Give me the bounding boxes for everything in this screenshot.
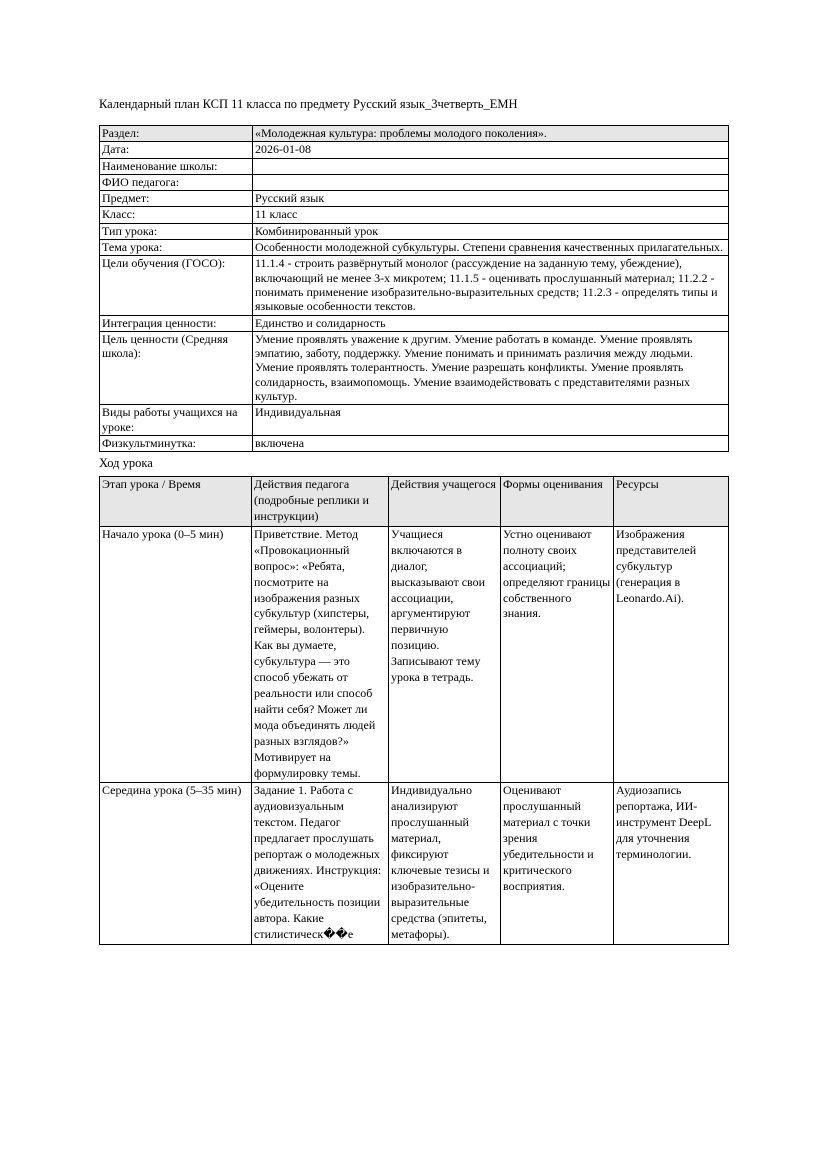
cell-stage: Начало урока (0–5 мин) (100, 526, 252, 783)
info-label: Цели обучения (ГОСО): (100, 256, 253, 315)
info-row-date (100, 142, 729, 158)
info-value: Индивидуальная (253, 405, 729, 436)
info-value (253, 174, 729, 190)
info-value: включена (253, 435, 729, 451)
header-cell-stage: Этап урока / Время (100, 477, 252, 527)
cell-teacher-actions: Задание 1. Работа с аудиовизуальным текстом. Педагог предлагает прослушать репортаж о молодежных движениях. Инструкция: «Оцените убедительность позиции автора. Какие стилистическ��е (252, 783, 389, 944)
info-value: Единство и солидарность (253, 315, 729, 331)
info-row-teacher-name (100, 174, 729, 190)
info-value: Умение проявлять уважение к другим. Умение работать в команде. Умение проявлять эмпатию, заботу, поддержку. Умение понимать и принимать различия между людьми. Умение проявлять толерантность. Умение разрешать конфликты. Умение проявлять солидарность, взаимопомощь. Умение взаимодействовать с представителями разных культур. (253, 331, 729, 404)
info-value: «Молодежная культура: проблемы молодого поколения». (253, 126, 729, 142)
info-label: Наименование школы: (100, 158, 253, 174)
lesson-table-header-row (100, 477, 729, 527)
info-value: 11 класс (253, 207, 729, 223)
info-label: Предмет: (100, 191, 253, 207)
lesson-info-table (99, 125, 729, 452)
lesson-row-start (100, 526, 729, 783)
document-title: Календарный план КСП 11 класса по предмету Русский язык_3четверть_ЕМН (99, 97, 518, 111)
cell-resources: Аудиозапись репортажа, ИИ-инструмент DeepL для уточнения терминологии. (614, 783, 729, 944)
cell-stage: Середина урока (5–35 мин) (100, 783, 252, 944)
header-cell-student-actions: Действия учащегося (389, 477, 501, 527)
info-label: Раздел: (100, 126, 253, 142)
cell-assessment: Устно оценивают полноту своих ассоциаций; определяют границы собственного знания. (501, 526, 614, 783)
info-value (253, 158, 729, 174)
info-row-lesson-type (100, 223, 729, 239)
info-value: Особенности молодежной субкультуры. Степени сравнения качественных прилагательных. (253, 240, 729, 256)
info-label: ФИО педагога: (100, 174, 253, 190)
info-label: Интеграция ценности: (100, 315, 253, 331)
lesson-flow-table (99, 476, 729, 944)
cell-student-actions: Индивидуально анализируют прослушанный материал, фиксируют ключевые тезисы и изобразительно-выразительные средства (эпитеты, метафоры). (389, 783, 501, 944)
info-row-section (100, 126, 729, 142)
cell-teacher-actions: Приветствие. Метод «Провокационный вопрос»: «Ребята, посмотрите на изображения разных субкультур (хипстеры, геймеры, волонтеры). Как вы думаете, субкультура — это способ убежать от реальности или способ найти себя? Может ли мода объединять людей разных взглядов?» Мотивирует на формулировку темы. (252, 526, 389, 783)
info-row-subject (100, 191, 729, 207)
info-label: Цель ценности (Средняя школа): (100, 331, 253, 404)
info-row-values-integration (100, 315, 729, 331)
info-value: Комбинированный урок (253, 223, 729, 239)
info-value: 11.1.4 - строить развёрнутый монолог (рассуждение на заданную тему, убеждение), включающий не менее 3-х микротем; 11.1.5 - оценивать прослушанный материал; 11.2.2 - понимать применение изобразительно-выразительных средств; 11.2.3 - определять типы и языковые особенности текстов. (253, 256, 729, 315)
info-row-class (100, 207, 729, 223)
section-heading-lesson-flow: Ход урока (99, 456, 153, 471)
info-row-phys-minute (100, 435, 729, 451)
header-cell-resources: Ресурсы (614, 477, 729, 527)
header-cell-teacher-actions: Действия педагога (подробные реплики и инструкции) (252, 477, 389, 527)
info-row-learning-objectives (100, 256, 729, 315)
cell-resources: Изображения представителей субкультур (генерация в Leonardo.Ai). (614, 526, 729, 783)
info-label: Тема урока: (100, 240, 253, 256)
info-label: Класс: (100, 207, 253, 223)
cell-assessment: Оценивают прослушанный материал с точки зрения убедительности и критического восприятия. (501, 783, 614, 944)
lesson-row-middle (100, 783, 729, 944)
info-value: Русский язык (253, 191, 729, 207)
info-label: Тип урока: (100, 223, 253, 239)
header-cell-assessment: Формы оценивания (501, 477, 614, 527)
info-label: Физкультминутка: (100, 435, 253, 451)
info-row-work-types (100, 405, 729, 436)
info-value: 2026-01-08 (253, 142, 729, 158)
info-row-values-goal (100, 331, 729, 404)
info-label: Дата: (100, 142, 253, 158)
cell-student-actions: Учащиеся включаются в диалог, высказывают свои ассоциации, аргументируют первичную позицию. Записывают тему урока в тетрадь. (389, 526, 501, 783)
info-label: Виды работы учащихся на уроке: (100, 405, 253, 436)
info-row-school (100, 158, 729, 174)
info-row-topic (100, 240, 729, 256)
